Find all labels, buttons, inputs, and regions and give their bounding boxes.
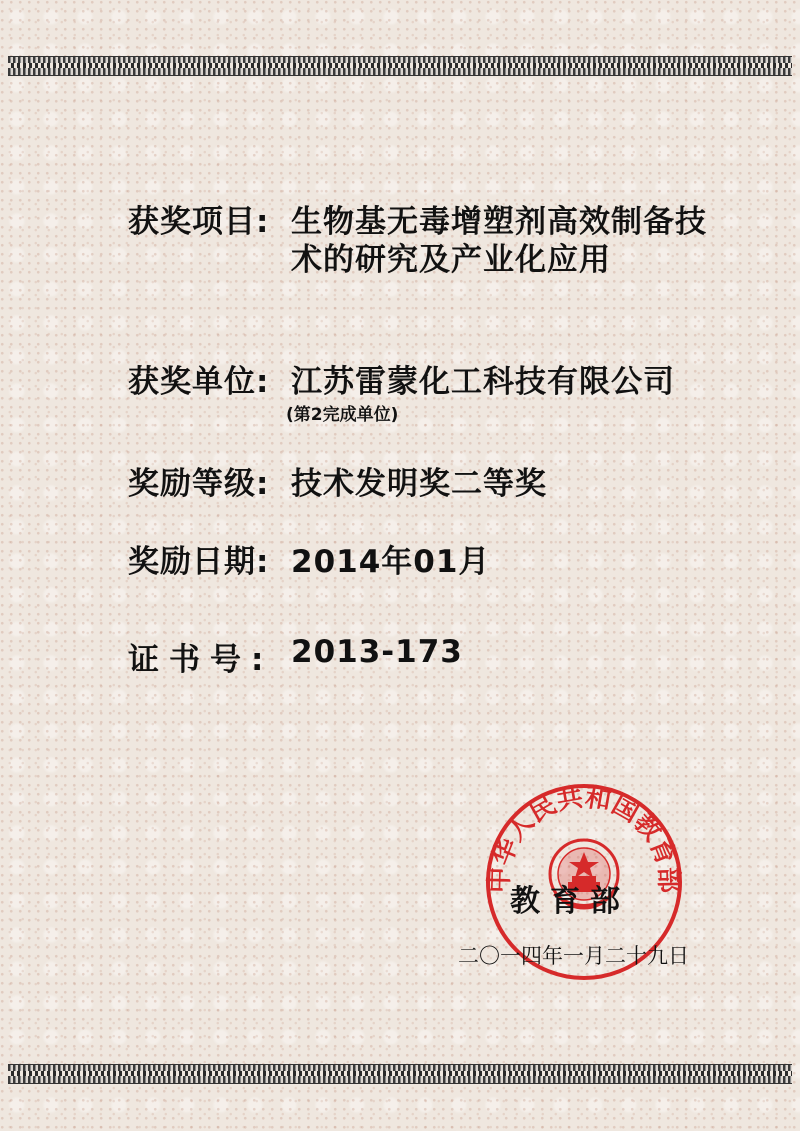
award-unit-note: (第2完成单位)	[286, 405, 399, 425]
issuer-name: 教育部	[510, 884, 630, 919]
certificate-number-label: 证书号:	[128, 642, 274, 678]
award-grade-value: 技术发明奖二等奖	[291, 466, 547, 502]
bottom-border-band	[8, 1064, 792, 1084]
award-grade-label: 奖励等级:	[128, 466, 270, 502]
certificate-number-value: 2013-173	[291, 634, 463, 670]
award-unit-label: 获奖单位:	[128, 364, 270, 400]
seal-ring-text: 中华人民共和国教育部	[484, 782, 684, 894]
award-unit-value: 江苏雷蒙化工科技有限公司	[291, 364, 675, 400]
issue-date: 二〇一四年一月二十九日	[458, 944, 689, 968]
top-border-band	[8, 56, 792, 76]
award-date-value: 2014年01月	[291, 544, 491, 580]
award-project-label: 获奖项目:	[128, 204, 270, 240]
award-project-value-line1: 生物基无毒增塑剂高效制备技	[291, 204, 707, 240]
award-date-label: 奖励日期:	[128, 544, 270, 580]
award-project-value-line2: 术的研究及产业化应用	[291, 242, 611, 278]
